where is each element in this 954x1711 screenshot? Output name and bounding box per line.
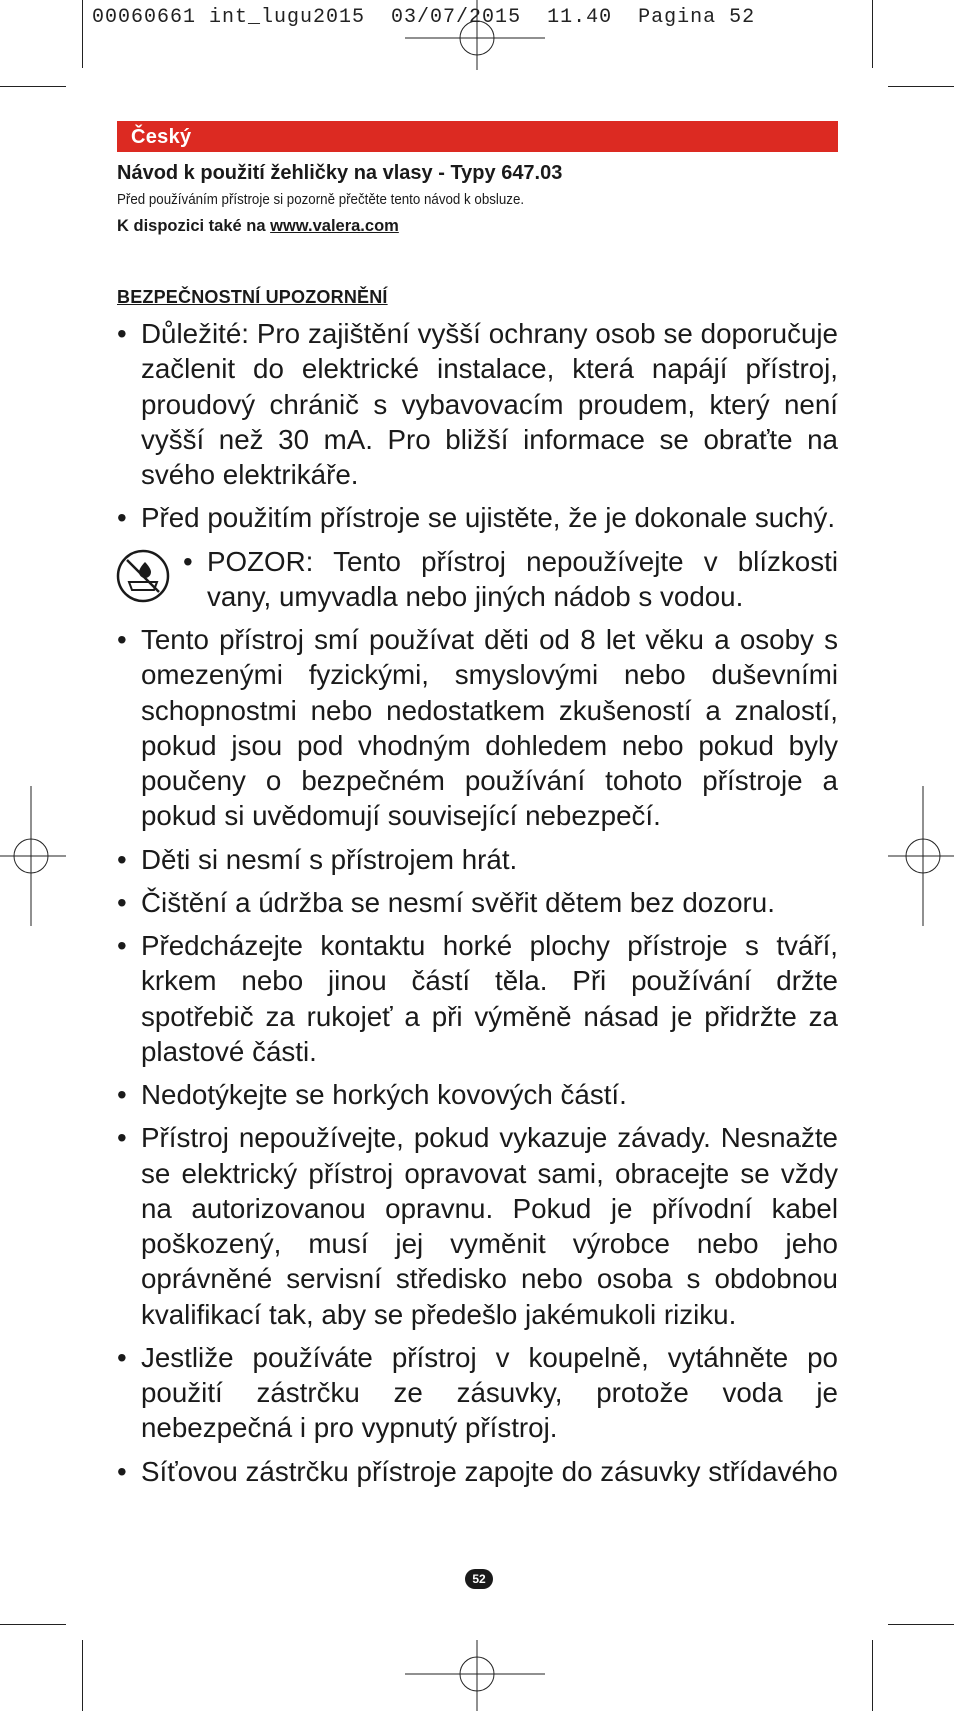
bullet: • [117,1455,127,1487]
registration-mark-left [0,786,66,926]
list-item [117,885,838,920]
document-title: Návod k použití žehličky na vlasy - Typy 647.03 [117,162,563,184]
bullet: • [183,545,193,577]
list-item [117,1077,838,1112]
registration-mark-right [888,786,954,926]
document-subtitle: Před používáním přístroje si pozorně přečtěte tento návod k obsluze. [117,192,525,208]
list-item-text: Předcházejte kontaktu horké plochy přístroje s tváří, krkem nebo jinou částí těla. Při používání držte spotřebič za rukojeť a při výměně násad je přidržte za plastové části. [141,930,838,1067]
safety-list [117,316,838,1497]
list-item-text: Nedotýkejte se horkých kovových částí. [141,1079,627,1110]
list-item-text: Děti si nesmí s přístrojem hrát. [141,843,518,875]
list-item [117,1120,838,1332]
list-item-warning [117,544,838,615]
bullet: • [117,930,127,961]
bullet: • [117,1079,127,1110]
bullet: • [117,843,127,875]
list-item-text: POZOR: Tento přístroj nepoužívejte v blízkosti vany, umyvadla nebo jiných nádob s vodou. [207,545,838,612]
list-item [117,500,838,535]
list-item [117,316,838,492]
bullet: • [117,318,127,349]
list-item [117,1454,838,1489]
page-number: 52 [465,1569,493,1589]
print-slug: 00060661 int_lugu2015 03/07/2015 11.40 Pagina 52 [92,6,756,29]
crop-mark [0,1624,66,1625]
crop-mark [872,1640,873,1711]
crop-mark [888,1624,954,1625]
language-bar [117,121,838,152]
section-heading: BEZPEČNOSTNÍ UPOZORNĚNÍ [117,287,388,307]
list-item-text: Před použitím přístroje se ujistěte, že je dokonale suchý. [141,502,836,534]
list-item-text: Důležité: Pro zajištění vyšší ochrany osob se doporučuje začlenit do elektrické instalace, která napájí přístroj, proudový chránič s vybavovacím proudem, který není vyšší než 30 mA. Pro bližší informace se obraťte na svého elektrikáře. [141,318,838,490]
list-item-text: Přístroj nepoužívejte, pokud vykazuje závady. Nesnažte se elektrický přístroj opravovat sami, obracejte se vždy na autorizovanou opravnu. Pokud je přívodní kabel poškozený, musí jej vyměnit výrobce nebo jeho oprávněné servisní středisko nebo osoba s obdobnou kvalifikací tak, aby se předešlo jakémukoli riziku. [141,1122,838,1330]
bullet: • [117,502,127,534]
availability-line [117,217,399,236]
crop-mark [872,0,873,68]
registration-mark-top [405,0,545,70]
list-item-text: Čištění a údržba se nesmí svěřit dětem bez dozoru. [141,886,775,918]
crop-mark [82,0,83,68]
bullet: • [117,624,127,655]
list-item [117,842,838,877]
registration-mark-bottom [405,1640,545,1711]
crop-mark [888,86,954,87]
list-item-text: Tento přístroj smí používat děti od 8 let věku a osoby s omezenými fyzickými, smyslovými nebo duševními schopnostmi nebo nedostatkem zkušeností a znalostí, pokud jsou pod vhodným dohledem nebo pokud byly poučeny o bezpečném používání tohoto přístroje a pokud si uvědomují související nebezpečí. [141,624,838,832]
list-item [117,1340,838,1446]
crop-mark [0,86,66,87]
no-water-bath-icon [115,548,171,604]
website-link[interactable]: www.valera.com [270,217,399,235]
availability-prefix: K dispozici také na [117,217,271,235]
bullet: • [117,1122,127,1154]
bullet: • [117,1341,127,1373]
bullet: • [117,886,127,918]
list-item-text: Jestliže používáte přístroj v koupelně, vytáhněte po použití zástrčku ze zásuvky, protože voda je nebezpečná i pro vypnutý přístroj. [141,1341,838,1444]
language-label: Český [131,126,192,148]
crop-mark [82,1640,83,1711]
list-item [117,928,838,1069]
list-item [117,622,838,834]
list-item-text: Síťovou zástrčku přístroje zapojte do zásuvky střídavého [141,1455,838,1487]
